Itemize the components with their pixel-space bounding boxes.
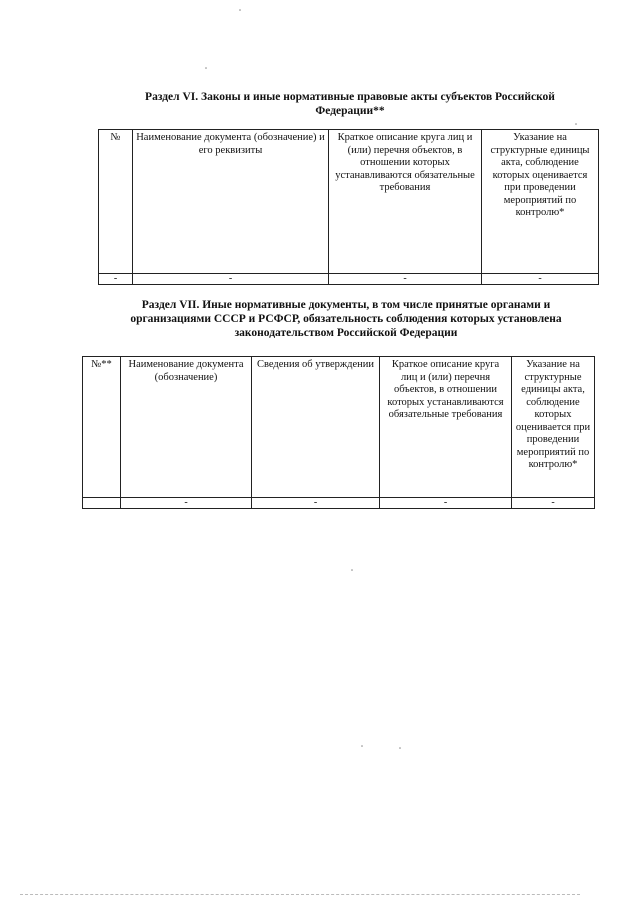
table-cell: - (380, 498, 512, 509)
section-6-heading-line-1: Раздел VI. Законы и иные нормативные правовые акты субъектов Российской (145, 91, 555, 103)
section-7-heading-line-1: Раздел VII. Иные нормативные документы, в том числе принятые органами и (141, 299, 551, 311)
column-header-scope-description: Краткое описание круга лиц и (или) перечня объектов, в отношении которых устанавливаются обязательные требования (380, 357, 512, 498)
column-header-document-name: Наименование документа (обозначение) (121, 357, 252, 498)
table-cell: - (133, 274, 329, 285)
column-header-number: № (99, 130, 133, 274)
table-cell: - (99, 274, 133, 285)
table-cell: - (512, 498, 595, 509)
column-header-approval-info: Сведения об утверждении (252, 357, 380, 498)
table-cell: - (121, 498, 252, 509)
column-header-number: №** (83, 357, 121, 498)
column-header-scope-description: Краткое описание круга лиц и (или) перечня объектов, в отношении которых устанавливаются обязательные требования (329, 130, 482, 274)
table-cell: - (252, 498, 380, 509)
table-cell: - (329, 274, 482, 285)
table-cell: - (482, 274, 599, 285)
page-edge-line (20, 894, 580, 895)
column-header-document-name: Наименование документа (обозначение) и его реквизиты (133, 130, 329, 274)
column-header-structural-units: Указание на структурные единицы акта, соблюдение которых оценивается при проведении мероприятий по контролю* (512, 357, 595, 498)
section-6-heading-line-2: Федерации** (315, 105, 385, 117)
section-7-heading-line-3: законодательством Российской Федерации (234, 327, 458, 339)
section-7-heading-line-2: организациями СССР и РСФСР, обязательность соблюдения которых установлена (130, 313, 562, 325)
column-header-structural-units: Указание на структурные единицы акта, соблюдение которых оценивается при проведении мероприятий по контролю* (482, 130, 599, 274)
